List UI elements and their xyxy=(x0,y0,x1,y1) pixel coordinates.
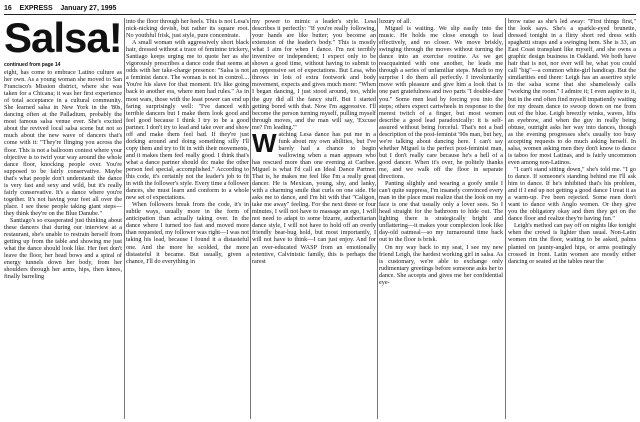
paragraph: A small woman with aggressively short black hair, dressed without a trace of feminine trickery, Santiago keeps urging me to quote her as she vigorously prescribes a dance code that seems at odds with her take-charge presence: "Salsa is not a feminist dance. The woman is not in control.... You're his slave for that moment. It's like going back to another era, where men had rules." As in most wars, those with the least power can end up faring surprisingly well: "I've danced with terrible dancers but I make them look good and feel good because I think I try to be a good partner. I don't try to lead and take over and show off and make them feel bad. If they're just dorking around and doing something silly I'll copy them and try to fit in with their movements, and it makes them feel really good. I think that's what a dance partner should do: make the other person feel special, accomplished." According to this code, it's certainly not the leader's job to fit in with the follower's style. Every time a follower dances, she must learn and conform to a whole new set of expectations. xyxy=(126,39,249,202)
drop-cap: W xyxy=(252,127,277,158)
column-rule xyxy=(124,18,125,419)
paragraph: Panting slightly and wearing a goofy smile I can't quite suppress, I'm insanely convinced every man in the place must realize that the look on my face is one that usually only a lover sees. So I head straight for the bathroom to hide out. The lighting there is strategically bright and unflattering—it makes your complexion look like day-old oatmeal—so my turnaround time back out to the floor is brisk. xyxy=(379,180,503,244)
text-column-1 xyxy=(4,69,122,419)
paragraph-dropcap xyxy=(252,127,376,265)
paragraph: When followers break from the code, it's in subtle ways, usually more in the form of anticipation than actually taking over. In the dance where I turned too fast and moved more than requested, my follower was right—I was not taking his lead, because I found it a distasteful one. And the more he scolded, the more distasteful it became. But usually, given a chance, I'll do everything in xyxy=(126,201,249,265)
issue-date: January 27, 1995 xyxy=(60,5,117,12)
paragraph: my power to mimic a leader's style. Lesa describes it perfectly: "If you're really following, your hands are like butter; you become an extension of the leader's body." This is mostly what I aim for when I dance. I'm not terribly inventive or independent; I expect only to be shown a good time, without having to submit to an oppressive set of expectations. But Lesa, who throws in lots of extra footwork and body movement, expects and gives much more: "When I began dancing, I just stood around, too, while the guy did all the fancy stuff. But I started getting bored with that. Now I'm aggressive. I'll become the person turning myself, pulling myself through moves, and the man will say, 'Excuse me? I'm leading.'" xyxy=(252,18,376,131)
publication-name: EXPRESS xyxy=(19,5,53,12)
text-column-3 xyxy=(252,18,376,419)
paragraph: brow raise as she's led away: "First things first," the look says. She's a sparkle-eyed brunette, dressed tonight in a flirty short red dress with spaghetti straps and a swinging hem. She is 33, an East Coast transplant like myself, and she owns a graphic design business in Oakland. We both have hair that is not, nor ever will be, what you could call "big"—a common white-girl handicap. But the similarities end there: Leigh has an assertive style in the salsa scene that she shamelessly calls "working the room." I admire it; I even aspire to it, but in the end often find myself impatiently waiting for my dream dance to swoop down on me from out of the blue. Leigh breezily winks, waves, lifts an eyebrow, and when the guy in really being obtuse, outright asks her way into dances, though as the evening progresses she's usually too busy accepting requests to do much asking herself. In salsa, women asking men they don't know to dance is taboo for most Latinas, and is fairly uncommon even among non-Latinos. xyxy=(508,18,636,166)
paragraph-text: atching Lesa dance has put me in a funk about my own abilities, but I've barely had a chance to begin wallowing when a man appears who has rescued more than one evening at Caribee. Miguel is what I'd call an Ideal Dance Partner. That is, he makes me feel like I'm a really great dancer. He is Mexican, young, shy, and lanky, with a charming smile that curls on one side. He asks me to dance, and I'm hit with that "Caligon, take me away" feeling. For the next three or four minutes, I will not have to massage an ego, I will not need to adapt to some bizarre, authoritarian dance style, I will not have to hold off an overly friendly bear-hug hold, but most importantly, I will not have to think—I can just enjoy. And for an over-educated WASP from an emotionally retentive, Calvinistic family, this is perhaps the rarest xyxy=(252,130,376,265)
column-rule xyxy=(377,18,378,419)
paragraph: Leigh's method can pay off on nights like tonight when the crowd is lighter than usual. Non-Latin women rim the floor, waiting to be asked, palms planted on jaunty-angled hips, or arms poutingly crossed in front. Latin women are mostly either dancing or seated at the tables near the xyxy=(508,222,636,265)
paragraph: luxury of all. xyxy=(379,18,412,25)
page-number: 16 xyxy=(4,5,12,12)
text-column-2 xyxy=(126,18,249,419)
paragraph: into the floor through her heels. This is not Lesa's nick-nicking devish, but rather its square root. No youthful frisk, just style, pure concentrate. xyxy=(126,18,249,40)
continued-note: continued from page 14 xyxy=(4,62,61,68)
text-column-4 xyxy=(379,18,503,419)
paragraph: "I can't stand sitting down," she's told me. "I go to dance. If someone's standing behind me I'll ask him to dance. If he's inhibited that's his problem, and if I end up not getting a good dance I treat it as a warm-up. I've been rejected. Some men don't want to dance with Anglo women. Or they give you the obligatory okay and then they get on the dance floor and realize they're having fun." xyxy=(508,165,636,223)
paragraph: Miguel is waiting. We slip easily into the music. He holds me close enough to lead effectively, and no closer. We move briskly, swinging through the moves without turning the dance into an exercise routine. As we get reacquainted with one another, he leads me through a series of unfamiliar steps. Much to my surprise I do them all perfectly. I involuntarily move with pleasure and give him a look that is one part gratefulness and two parts "I double-dare you." Some men lead by forcing you into the steps; others expect cartwheels in response to the merest twitch of a finger, but most women describe a good lead paradoxically: it is self-assured without being forceful. That's not a bad description of the post-feminist '90s man, but hey, we're talking about dancing here. I can't say whether Miguel is the perfect post-feminist man, but I don't really care because he's a hell of a good dancer. When it's over, he politely thanks me, and we walk off the floor in separate directions. xyxy=(379,25,503,181)
paragraph: Santiago's so exasperated just thinking about these dancers that during our interview at a restaurant, she's unable to restrain herself from getting up from the table and showing me just what the dance should look like. Her feet don't leave the floor, her head bows and a spiral of energy tunnels down her body, from her shoulders through her arms, hips, then knees, finally barreling xyxy=(4,216,122,281)
column-rule xyxy=(250,18,251,419)
column-rule xyxy=(505,18,506,419)
paragraph: eight, has come to embrace Latino culture as her own. As a young woman she moved to San Francisco's Mission district, where she was taken for a Chicana; it was her first experience of total acceptance in a cultural community. She learned salsa in New York in the '80s, dancing often at the Palladium, probably the most famous salsa venue ever. She's excited about the revived local salsa scene but not so much about the new wave of dancers that's come with it: "They're flinging you across the floor. This is not a ballroom contest where your objective is to twirl your way around the whole dance floor, knocking people over. You're supposed to be fairly conservative. Maybe that's what people don't understand: the dance is very fast and sexy and wild, but it's really fairly conservative. It's a dance where you're together. It's not having your feet all over the place. I see these people taking giant steps—they think they're on the Blue Danube." xyxy=(4,69,122,217)
text-column-5 xyxy=(508,18,636,419)
article-title: Salsa! xyxy=(4,14,122,61)
paragraph: On my way back to my seat, I see my new friend Leigh, the hardest working girl in salsa. As is customary, we're able to exchange only rudimentary greetings before someone asks her to dance. She accepts and gives me her confidential eye- xyxy=(379,243,503,286)
